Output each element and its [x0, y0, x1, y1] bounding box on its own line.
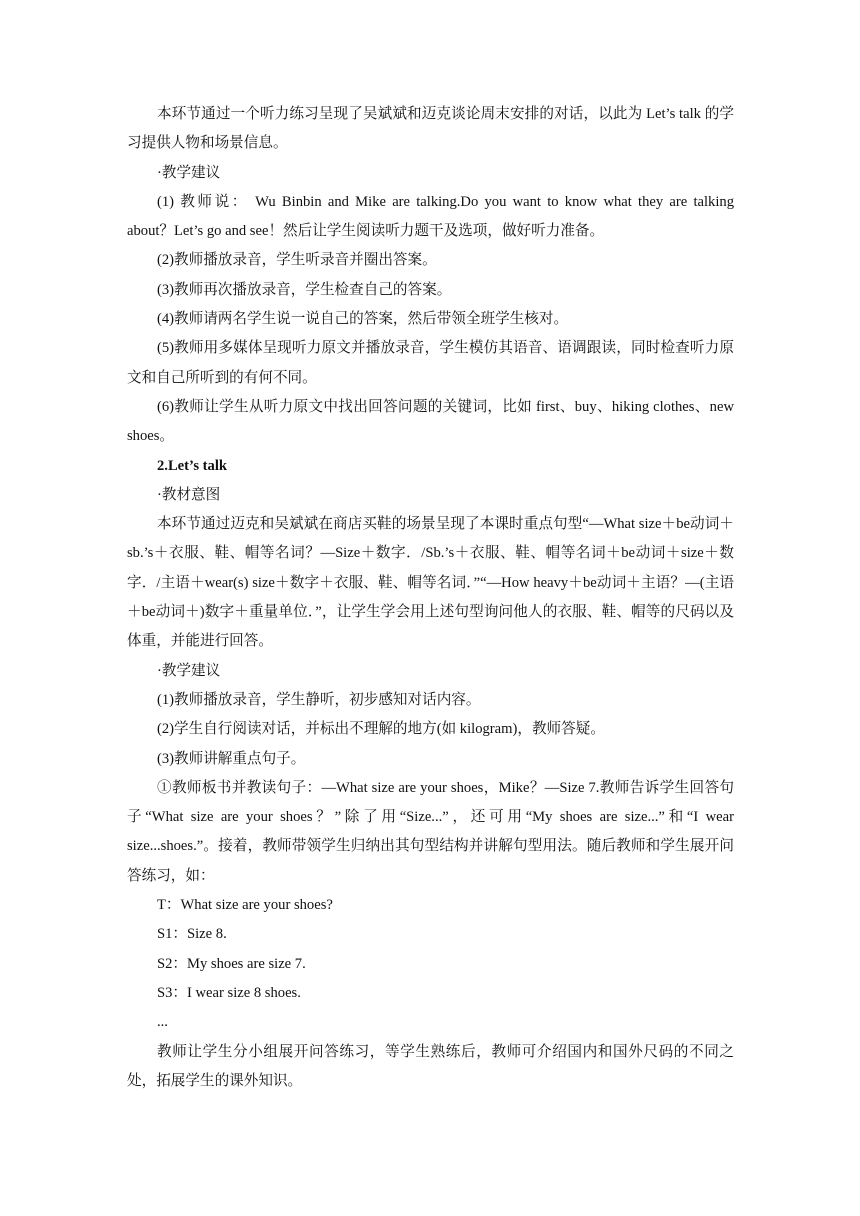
material-intent-paragraph: 本环节通过迈克和吴斌斌在商店买鞋的场景呈现了本课时重点句型“—What size＋be动词＋sb.’s＋衣服、鞋、帽等名词？—Size＋数字．/Sb.’s＋衣服、鞋、帽等名词＋be动词＋size＋数字．/主语＋wear(s) size＋数字＋衣服、鞋、帽等名词．”“—How heavy＋be动词＋主语？—(主语＋be动词＋)数字＋重量单位．”，让学生学会用上述句型询问他人的衣服、鞋、帽等的尺码以及体重，并能进行回答。: [127, 516, 734, 650]
suggestion-item-4: (4)教师请两名学生说一说自己的答案，然后带领全班学生核对。: [157, 311, 569, 328]
section-title-lets-talk: 2.Let’s talk: [157, 457, 227, 474]
intro-paragraph: 本环节通过一个听力练习呈现了吴斌斌和迈克谈论周末安排的对话，以此为 Let’s talk 的学习提供人物和场景信息。: [127, 106, 734, 152]
closing-paragraph: 教师让学生分小组展开问答练习，等学生熟练后，教师可介绍国内和国外尺码的不同之处，拓展学生的课外知识。: [127, 1043, 734, 1089]
dialogue-line-s2: S2：My shoes are size 7.: [157, 955, 306, 972]
dialogue-ellipsis: ...: [157, 1014, 168, 1031]
suggestion-item-2: (2)教师播放录音，学生听录音并圈出答案。: [157, 252, 437, 269]
section-heading-material-intent: ·教材意图: [157, 486, 221, 503]
dialogue-line-s3: S3：I wear size 8 shoes.: [157, 984, 301, 1001]
section-heading-teaching-suggestions: ·教学建议: [157, 164, 221, 181]
talk-suggestion-item-2: (2)学生自行阅读对话，并标出不理解的地方(如 kilogram)，教师答疑。: [157, 721, 605, 738]
dialogue-line-s1: S1：Size 8.: [157, 926, 227, 943]
talk-suggestion-item-3: (3)教师讲解重点句子。: [157, 750, 306, 767]
suggestion-item-5: (5)教师用多媒体呈现听力原文并播放录音，学生模仿其语音、语调跟读，同时检查听力原文和自己所听到的有何不同。: [127, 340, 734, 386]
section-heading-teaching-suggestions-2: ·教学建议: [157, 662, 221, 679]
dialogue-line-teacher: T：What size are your shoes?: [157, 897, 333, 914]
suggestion-item-1: (1) 教师说： Wu Binbin and Mike are talking.Do you want to know what they are talking about？Let’s go and see！然后让学生阅读听力题干及选项，做好听力准备。: [127, 193, 734, 240]
suggestion-item-6: (6)教师让学生从听力原文中找出回答问题的关键词，比如 first、buy、hiking clothes、new shoes。: [127, 398, 734, 445]
suggestion-item-3: (3)教师再次播放录音，学生检查自己的答案。: [157, 281, 452, 298]
key-sentence-explanation: ①教师板书并教读句子：—What size are your shoes，Mike？—Size 7.教师告诉学生回答句子“What size are your shoes？”除了用“Size...”，还可用“My shoes are size...”和“I wear size...shoes.”。接着，教师带领学生归纳出其句型结构并讲解句型用法。随后教师和学生展开问答练习，如：: [127, 779, 734, 884]
talk-suggestion-item-1: (1)教师播放录音，学生静听，初步感知对话内容。: [157, 691, 481, 708]
